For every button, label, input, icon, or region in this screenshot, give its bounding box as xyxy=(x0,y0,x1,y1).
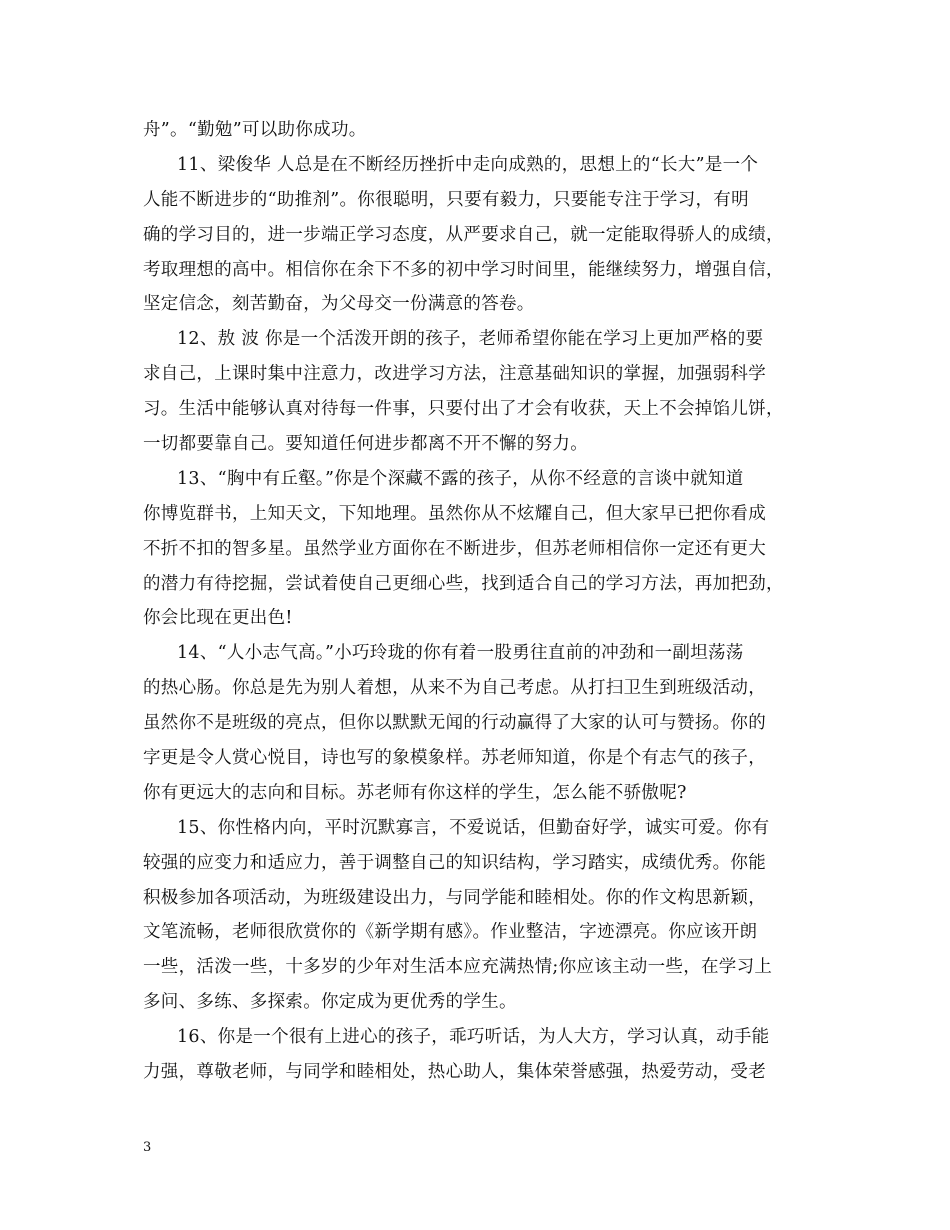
paragraph-line: 不折不扣的智多星。虽然学业方面你在不断进步，但苏老师相信你一定还有更大 xyxy=(143,538,766,559)
paragraph-line: 你有更远大的志向和目标。苏老师有你这样的学生，怎么能不骄傲呢? xyxy=(143,782,687,803)
paragraph-line: 字更是令人赏心悦目，诗也写的象模象样。苏老师知道，你是个有志气的孩子， xyxy=(143,748,766,769)
paragraph-line: 一切都要靠自己。要知道任何进步都离不开不懈的努力。 xyxy=(143,434,588,455)
paragraph-line: 的潜力有待挖掘，尝试着使自己更细心些，找到适合自己的学习方法，再加把劲， xyxy=(143,573,784,594)
document-body xyxy=(143,113,823,1090)
paragraph-line: 确的学习目的，进一步端正学习态度，从严要求自己，就一定能取得骄人的成绩， xyxy=(143,224,784,245)
paragraph-first-line: 16、你是一个很有上进心的孩子，乖巧听话，为人大方，学习认真，动手能 xyxy=(177,1027,770,1048)
paragraph-line: 你会比现在更出色! xyxy=(143,608,293,629)
paragraph-line: 的热心肠。你总是先为别人着想，从来不为自己考虑。从打扫卫生到班级活动， xyxy=(143,678,766,699)
paragraph-line: 力强，尊敬老师，与同学和睦相处，热心助人，集体荣誉感强，热爱劳动，受老 xyxy=(143,1062,766,1083)
paragraph-line: 舟”。“勤勉”可以助你成功。 xyxy=(143,120,367,140)
page-number: 3 xyxy=(143,1140,152,1155)
paragraph-first-line: 11、梁俊华 人总是在不断经历挫折中走向成熟的，思想上的“长大”是一个 xyxy=(177,154,759,175)
paragraph-first-line: 12、敖 波 你是一个活泼开朗的孩子，老师希望你能在学习上更加严格的要 xyxy=(177,329,764,350)
paragraph-line: 虽然你不是班级的亮点，但你以默默无闻的行动赢得了大家的认可与赞扬。你的 xyxy=(143,713,766,734)
paragraph-first-line: 15、你性格内向，平时沉默寡言，不爱说话，但勤奋好学，诚实可爱。你有 xyxy=(177,817,770,838)
paragraph-line: 多问、多练、多探索。你定成为更优秀的学生。 xyxy=(143,992,517,1013)
paragraph-line: 一些，活泼一些，十多岁的少年对生活本应充满热情;你应该主动一些，在学习上 xyxy=(143,957,773,978)
paragraph-line: 积极参加各项活动，为班级建设出力，与同学能和睦相处。你的作文构思新颖， xyxy=(143,887,766,908)
paragraph-first-line: 14、“人小志气高。”小巧玲珑的你有着一股勇往直前的冲劲和一副坦荡荡 xyxy=(177,643,744,664)
paragraph-line: 较强的应变力和适应力，善于调整自己的知识结构，学习踏实，成绩优秀。你能 xyxy=(143,852,766,873)
paragraph-line: 你博览群书，上知天文，下知地理。虽然你从不炫耀自己，但大家早已把你看成 xyxy=(143,503,766,524)
paragraph-first-line: 13、“胸中有丘壑。”你是个深藏不露的孩子，从你不经意的言谈中就知道 xyxy=(177,468,744,489)
paragraph-line: 文笔流畅，老师很欣赏你的《新学期有感》。作业整洁，字迹漂亮。你应该开朗 xyxy=(143,922,758,943)
paragraph-line: 求自己，上课时集中注意力，改进学习方法，注意基础知识的掌握，加强弱科学 xyxy=(143,364,766,385)
paragraph-line: 坚定信念，刻苦勤奋，为父母交一份满意的答卷。 xyxy=(143,294,535,315)
paragraph-line: 习。生活中能够认真对待每一件事，只要付出了才会有收获，天上不会掉馅儿饼， xyxy=(143,399,784,420)
paragraph-line: 人能不断进步的“助推剂”。你很聪明，只要有毅力，只要能专注于学习，有明 xyxy=(143,189,749,210)
paragraph-line: 考取理想的高中。相信你在余下不多的初中学习时间里，能继续努力，增强自信， xyxy=(143,259,784,280)
